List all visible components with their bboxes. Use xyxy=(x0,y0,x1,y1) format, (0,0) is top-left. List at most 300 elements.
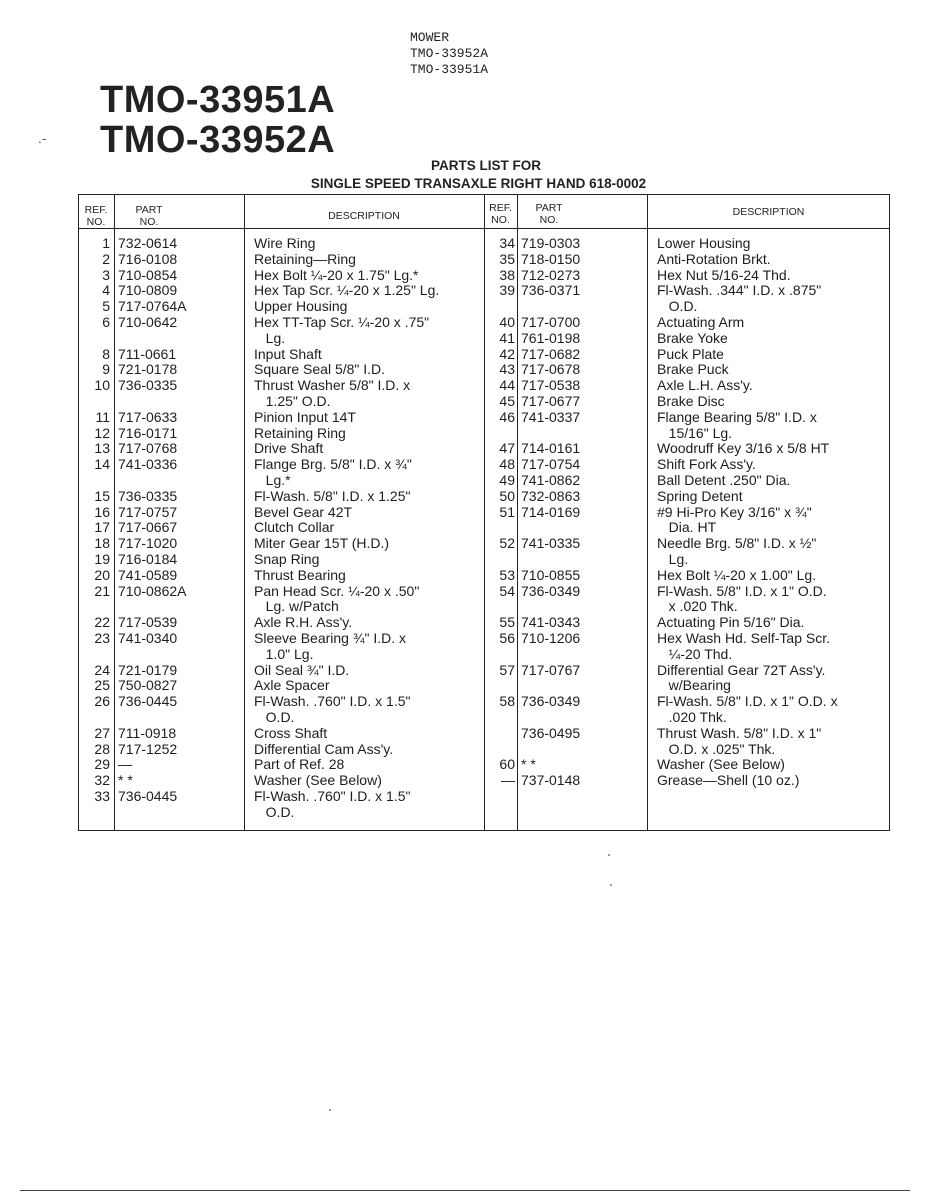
model-title-1: TMO-33951A xyxy=(100,79,336,121)
table-row xyxy=(486,378,515,394)
table-row xyxy=(521,710,645,726)
part-description: O.D. xyxy=(254,708,295,725)
part-number: 721-0178 xyxy=(118,361,178,378)
part-number: 741-0862 xyxy=(521,471,581,488)
table-row xyxy=(657,315,887,331)
table-row xyxy=(657,536,887,552)
ref-number: 45 xyxy=(499,392,515,409)
table-row xyxy=(254,315,482,331)
table-row xyxy=(657,441,887,457)
table-row xyxy=(78,757,110,773)
table-row xyxy=(486,252,515,268)
table-row xyxy=(78,773,110,789)
part-number: 736-0335 xyxy=(118,487,178,504)
ref-number: 41 xyxy=(499,329,515,346)
table-row xyxy=(657,599,887,615)
table-row xyxy=(118,489,242,505)
table-row xyxy=(78,473,110,489)
table-row xyxy=(657,520,887,536)
part-number: 717-0667 xyxy=(118,519,178,536)
table-row xyxy=(254,252,482,268)
header-part: PART NO. xyxy=(535,202,563,226)
part-description: Fl-Wash. .760" I.D. x 1.5" xyxy=(254,787,411,804)
table-row xyxy=(486,283,515,299)
table-row xyxy=(118,441,242,457)
ref-number: 3 xyxy=(102,266,110,283)
table-row xyxy=(118,552,242,568)
ref-number: 42 xyxy=(499,345,515,362)
ref-number: 51 xyxy=(499,503,515,520)
ref-number: 2 xyxy=(102,250,110,267)
table-row xyxy=(78,505,110,521)
table-row xyxy=(521,663,645,679)
part-description: 1.25" O.D. xyxy=(254,392,331,409)
part-description: Bevel Gear 42T xyxy=(254,503,353,520)
part-number: 721-0179 xyxy=(118,661,178,678)
ref-number: 19 xyxy=(94,550,110,567)
table-row xyxy=(118,694,242,710)
table-row xyxy=(486,726,515,742)
table-row xyxy=(521,647,645,663)
table-row xyxy=(254,584,482,600)
part-number: 717-0757 xyxy=(118,503,178,520)
ref-number: 32 xyxy=(94,772,110,789)
table-row xyxy=(657,236,887,252)
table-row xyxy=(657,726,887,742)
part-description: Washer (See Below) xyxy=(254,772,382,789)
part-number: 710-1206 xyxy=(521,629,581,646)
ref-number: 24 xyxy=(94,661,110,678)
table-row xyxy=(78,726,110,742)
table-row xyxy=(486,362,515,378)
table-row xyxy=(486,599,515,615)
table-row xyxy=(118,678,242,694)
right-part-column xyxy=(521,236,645,789)
part-description: Pan Head Scr. ¼-20 x .50" xyxy=(254,582,420,599)
part-number: 718-0150 xyxy=(521,250,581,267)
table-row xyxy=(486,505,515,521)
table-row xyxy=(78,568,110,584)
part-number: 732-0614 xyxy=(118,235,178,251)
table-row xyxy=(78,552,110,568)
table-row xyxy=(657,473,887,489)
table-row xyxy=(118,362,242,378)
table-row xyxy=(486,568,515,584)
ref-number: 44 xyxy=(499,377,515,394)
part-description: #9 Hi-Pro Key 3/16" x ¾" xyxy=(657,503,812,520)
table-row xyxy=(78,489,110,505)
table-row xyxy=(521,584,645,600)
table-row xyxy=(254,426,482,442)
part-description: Pinion Input 14T xyxy=(254,408,356,425)
ref-number: 28 xyxy=(94,740,110,757)
ref-number: 26 xyxy=(94,693,110,710)
table-row xyxy=(78,663,110,679)
part-description: Shift Fork Ass'y. xyxy=(657,456,756,473)
table-row xyxy=(486,473,515,489)
ref-number: 53 xyxy=(499,566,515,583)
part-description: Thrust Washer 5/8" I.D. x xyxy=(254,377,411,394)
part-number: 710-0642 xyxy=(118,313,178,330)
table-row xyxy=(486,457,515,473)
table-row xyxy=(657,331,887,347)
table-row xyxy=(118,789,242,805)
ref-number: 14 xyxy=(94,456,110,473)
table-row xyxy=(78,331,110,347)
ref-number: 47 xyxy=(499,440,515,457)
part-description: Hex TT-Tap Scr. ¼-20 x .75" xyxy=(254,313,430,330)
table-row xyxy=(521,552,645,568)
table-row xyxy=(118,615,242,631)
table-row xyxy=(78,536,110,552)
table-row xyxy=(486,236,515,252)
table-row xyxy=(657,283,887,299)
part-number: 717-0764A xyxy=(118,298,187,315)
table-row xyxy=(254,678,482,694)
part-description: Snap Ring xyxy=(254,550,320,567)
table-row xyxy=(521,773,645,789)
table-row xyxy=(521,678,645,694)
table-row xyxy=(254,299,482,315)
model-label-line: MOWER xyxy=(410,30,450,45)
part-description: Hex Bolt ¼-20 x 1.00" Lg. xyxy=(657,566,817,583)
table-row xyxy=(521,252,645,268)
table-row xyxy=(118,631,242,647)
ref-number: 4 xyxy=(102,282,110,299)
part-description: ¼-20 Thd. xyxy=(657,645,733,662)
ref-number: — xyxy=(501,772,515,789)
ref-number: 54 xyxy=(499,582,515,599)
table-row xyxy=(657,505,887,521)
ref-number: 57 xyxy=(499,661,515,678)
table-row xyxy=(657,299,887,315)
part-number: 741-0337 xyxy=(521,408,581,425)
scan-speck xyxy=(610,884,612,886)
table-row xyxy=(657,710,887,726)
ref-number: 34 xyxy=(499,235,515,251)
table-row xyxy=(78,378,110,394)
table-row xyxy=(118,457,242,473)
table-row xyxy=(657,252,887,268)
table-row xyxy=(521,299,645,315)
table-row xyxy=(521,757,645,773)
table-row xyxy=(657,347,887,363)
table-row xyxy=(78,710,110,726)
table-row xyxy=(486,647,515,663)
part-number: 736-0495 xyxy=(521,724,581,741)
table-row xyxy=(486,694,515,710)
table-row xyxy=(521,520,645,536)
ref-number: 12 xyxy=(94,424,110,441)
part-number: 717-0768 xyxy=(118,440,178,457)
part-description: Lg. xyxy=(254,329,286,346)
table-row xyxy=(78,315,110,331)
table-row xyxy=(486,678,515,694)
part-description: Hex Nut 5/16-24 Thd. xyxy=(657,266,791,283)
part-number: 717-0633 xyxy=(118,408,178,425)
parts-list-heading: PARTS LIST FOR xyxy=(431,158,541,173)
table-row xyxy=(118,742,242,758)
part-description: Retaining Ring xyxy=(254,424,346,441)
ref-number: 52 xyxy=(499,535,515,552)
part-description: Wire Ring xyxy=(254,235,316,251)
part-description: Upper Housing xyxy=(254,298,348,315)
part-number: * * xyxy=(521,756,536,773)
table-row xyxy=(118,252,242,268)
table-row xyxy=(118,473,242,489)
table-row xyxy=(118,757,242,773)
table-row xyxy=(254,457,482,473)
table-row xyxy=(657,631,887,647)
part-number: 717-0539 xyxy=(118,614,178,631)
part-number: 714-0169 xyxy=(521,503,581,520)
table-row xyxy=(486,615,515,631)
model-label xyxy=(410,30,488,78)
ref-number: 55 xyxy=(499,614,515,631)
table-row xyxy=(657,773,887,789)
table-row xyxy=(118,520,242,536)
part-description: Fl-Wash. 5/8" I.D. x 1" O.D. xyxy=(657,582,827,599)
table-row xyxy=(521,726,645,742)
table-row xyxy=(657,268,887,284)
part-description: Actuating Pin 5/16" Dia. xyxy=(657,614,805,631)
table-row xyxy=(254,742,482,758)
table-row xyxy=(118,505,242,521)
part-description: Fl-Wash. .760" I.D. x 1.5" xyxy=(254,693,411,710)
header-ref: REF. NO. xyxy=(489,202,512,226)
table-row xyxy=(78,410,110,426)
part-description: O.D. xyxy=(657,298,698,315)
table-row xyxy=(254,347,482,363)
header-part: PART NO. xyxy=(135,204,163,228)
table-row xyxy=(118,299,242,315)
table-row xyxy=(78,394,110,410)
ref-number: 9 xyxy=(102,361,110,378)
part-number: 741-0335 xyxy=(521,535,581,552)
table-row xyxy=(254,789,482,805)
part-number: 711-0661 xyxy=(118,345,177,362)
part-number: 732-0863 xyxy=(521,487,581,504)
header-ref: REF. NO. xyxy=(84,204,108,228)
ref-number: 48 xyxy=(499,456,515,473)
table-row xyxy=(521,347,645,363)
table-row xyxy=(254,410,482,426)
table-row xyxy=(78,426,110,442)
table-row xyxy=(254,773,482,789)
table-row xyxy=(486,331,515,347)
table-bottom-rule xyxy=(78,830,890,831)
part-description: Oil Seal ¾" I.D. xyxy=(254,661,350,678)
table-row xyxy=(521,505,645,521)
header-description: DESCRIPTION xyxy=(732,206,805,218)
table-row xyxy=(254,331,482,347)
part-description: 1.0" Lg. xyxy=(254,645,314,662)
table-row xyxy=(521,631,645,647)
table-row xyxy=(78,347,110,363)
table-row xyxy=(78,789,110,805)
table-row xyxy=(78,299,110,315)
part-number: 717-0767 xyxy=(521,661,581,678)
part-description: Cross Shaft xyxy=(254,724,328,741)
part-description: Hex Bolt ¼-20 x 1.75" Lg.* xyxy=(254,266,419,283)
part-number: 716-0184 xyxy=(118,550,178,567)
ref-number: 22 xyxy=(94,614,110,631)
part-description: Part of Ref. 28 xyxy=(254,756,345,773)
table-row xyxy=(78,615,110,631)
table-row xyxy=(486,315,515,331)
table-row xyxy=(486,757,515,773)
part-number: 737-0148 xyxy=(521,772,581,789)
model-title-2: TMO-33952A xyxy=(100,119,336,161)
part-number: 741-0343 xyxy=(521,614,581,631)
part-description: Thrust Wash. 5/8" I.D. x 1" xyxy=(657,724,822,741)
table-row xyxy=(486,489,515,505)
table-row xyxy=(521,410,645,426)
ref-number: 1 xyxy=(102,235,110,251)
part-description: Brake Disc xyxy=(657,392,725,409)
part-description: .020 Thk. xyxy=(657,708,727,725)
part-description: Spring Detent xyxy=(657,487,743,504)
part-number: * * xyxy=(118,772,133,789)
part-description: Fl-Wash. 5/8" I.D. x 1.25" xyxy=(254,487,411,504)
table-row xyxy=(521,315,645,331)
part-description: Brake Puck xyxy=(657,361,729,378)
table-row xyxy=(78,268,110,284)
model-label-line: TMO-33952A xyxy=(410,46,489,61)
part-description: Dia. HT xyxy=(657,519,717,536)
part-description: Axle R.H. Ass'y. xyxy=(254,614,353,631)
table-row xyxy=(118,710,242,726)
table-row xyxy=(521,457,645,473)
table-row xyxy=(254,520,482,536)
part-number: 716-0108 xyxy=(118,250,178,267)
right-ref-column xyxy=(486,236,515,789)
column-divider xyxy=(114,194,115,830)
table-row xyxy=(254,394,482,410)
table-row xyxy=(118,647,242,663)
table-row xyxy=(78,362,110,378)
table-row xyxy=(254,236,482,252)
table-row xyxy=(657,410,887,426)
ref-number: 23 xyxy=(94,629,110,646)
table-row xyxy=(118,394,242,410)
ref-number: 40 xyxy=(499,313,515,330)
table-row xyxy=(254,283,482,299)
table-row xyxy=(254,536,482,552)
table-row xyxy=(78,252,110,268)
column-divider xyxy=(647,194,648,830)
table-row xyxy=(521,489,645,505)
table-row xyxy=(254,631,482,647)
table-row xyxy=(118,805,242,821)
table-row xyxy=(521,599,645,615)
ref-number: 58 xyxy=(499,693,515,710)
ref-number: 13 xyxy=(94,440,110,457)
part-description: Input Shaft xyxy=(254,345,322,362)
table-row xyxy=(118,568,242,584)
table-row xyxy=(486,410,515,426)
table-row xyxy=(118,599,242,615)
ref-number: 38 xyxy=(499,266,515,283)
part-description: Square Seal 5/8" I.D. xyxy=(254,361,386,378)
part-description: Hex Tap Scr. ¼-20 x 1.25" Lg. xyxy=(254,282,440,299)
column-divider xyxy=(517,194,518,830)
part-description: Needle Brg. 5/8" I.D. x ½" xyxy=(657,535,817,552)
part-number: 736-0445 xyxy=(118,693,178,710)
table-row xyxy=(254,568,482,584)
table-row xyxy=(254,552,482,568)
table-row xyxy=(118,315,242,331)
part-description: Woodruff Key 3/16 x 5/8 HT xyxy=(657,440,830,457)
part-number: 750-0827 xyxy=(118,677,178,694)
table-row xyxy=(486,536,515,552)
table-row xyxy=(118,268,242,284)
table-row xyxy=(118,378,242,394)
table-row xyxy=(78,283,110,299)
scan-speck xyxy=(329,1109,331,1111)
part-description: Lg. w/Patch xyxy=(254,598,339,615)
ref-number: 46 xyxy=(499,408,515,425)
table-row xyxy=(521,394,645,410)
table-row xyxy=(254,489,482,505)
table-row xyxy=(657,362,887,378)
table-row xyxy=(254,268,482,284)
ref-number: 11 xyxy=(95,408,110,425)
table-row xyxy=(254,441,482,457)
table-row xyxy=(254,599,482,615)
part-number: 736-0349 xyxy=(521,582,581,599)
part-description: O.D. x .025" Thk. xyxy=(657,740,776,757)
part-description: Differential Cam Ass'y. xyxy=(254,740,394,757)
table-row xyxy=(486,742,515,758)
table-row xyxy=(486,773,515,789)
left-ref-column xyxy=(78,236,110,820)
model-label-line: TMO-33951A xyxy=(410,62,489,77)
table-row xyxy=(486,631,515,647)
part-number: 761-0198 xyxy=(521,329,581,346)
part-description: Fl-Wash. 5/8" I.D. x 1" O.D. x xyxy=(657,693,838,710)
ref-number: 25 xyxy=(94,677,110,694)
part-number: 741-0336 xyxy=(118,456,178,473)
ref-number: 43 xyxy=(499,361,515,378)
table-row xyxy=(521,236,645,252)
part-number: 717-0678 xyxy=(521,361,581,378)
ref-number: 27 xyxy=(94,724,110,741)
part-description: Grease—Shell (10 oz.) xyxy=(657,772,800,789)
table-row xyxy=(118,331,242,347)
part-description: Differential Gear 72T Ass'y. xyxy=(657,661,826,678)
part-number: 710-0855 xyxy=(521,566,581,583)
part-number: 716-0171 xyxy=(118,424,178,441)
ref-number: 10 xyxy=(94,377,110,394)
table-row xyxy=(118,236,242,252)
table-row xyxy=(78,457,110,473)
table-row xyxy=(521,615,645,631)
part-number: 717-0538 xyxy=(521,377,581,394)
ref-number: 56 xyxy=(499,629,515,646)
stray-mark: .- xyxy=(38,130,47,146)
part-description: Brake Yoke xyxy=(657,329,728,346)
ref-number: 29 xyxy=(94,756,110,773)
table-row xyxy=(78,599,110,615)
part-number: 717-1020 xyxy=(118,535,178,552)
table-row xyxy=(254,362,482,378)
ref-number: 18 xyxy=(94,535,110,552)
part-description: Washer (See Below) xyxy=(657,756,785,773)
table-row xyxy=(486,552,515,568)
column-divider xyxy=(484,194,485,830)
table-row xyxy=(78,742,110,758)
